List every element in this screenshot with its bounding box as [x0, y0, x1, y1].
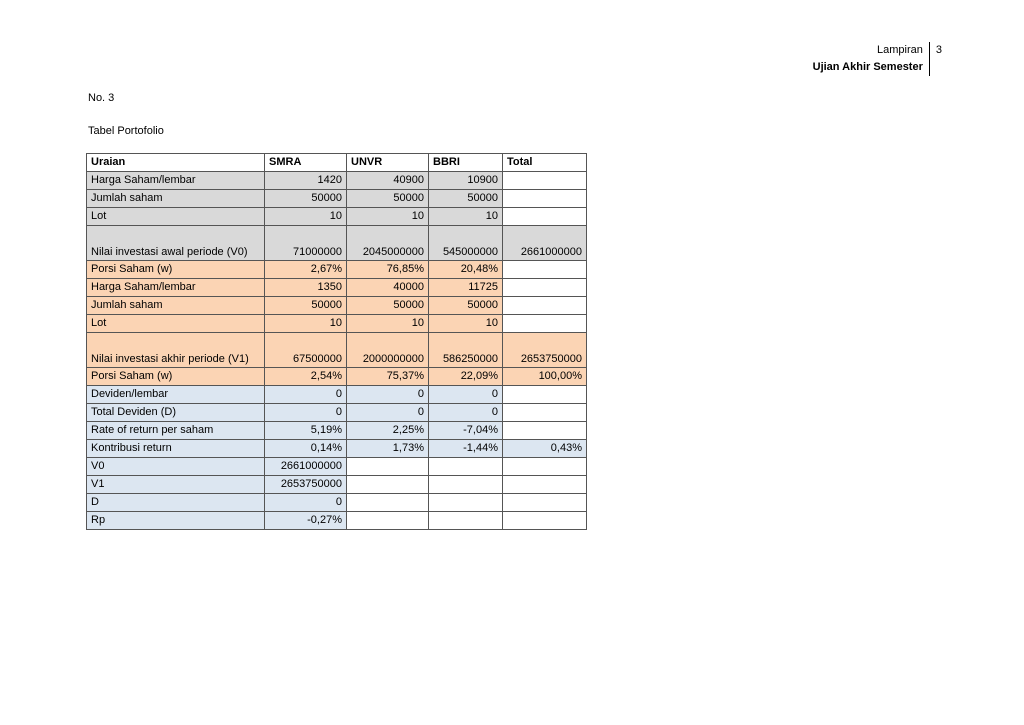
- value-cell: [503, 386, 587, 404]
- value-cell: [429, 512, 503, 530]
- value-cell: 10: [429, 315, 503, 333]
- table-row: [87, 172, 587, 190]
- value-cell: 10: [347, 208, 429, 226]
- value-cell: 2,67%: [265, 261, 347, 279]
- value-cell: 10: [265, 208, 347, 226]
- value-cell: 22,09%: [429, 368, 503, 386]
- value-cell: 545000000: [429, 226, 503, 261]
- row-label-cell: Kontribusi return: [87, 440, 265, 458]
- value-cell: [503, 476, 587, 494]
- table-row: [87, 404, 587, 422]
- value-cell: [429, 494, 503, 512]
- table-row: [87, 315, 587, 333]
- value-cell: [347, 458, 429, 476]
- value-cell: 0: [347, 386, 429, 404]
- value-cell: 10: [429, 208, 503, 226]
- table-row: [87, 226, 587, 261]
- value-cell: -7,04%: [429, 422, 503, 440]
- table-row: [87, 279, 587, 297]
- value-cell: [503, 422, 587, 440]
- table-header-row: [87, 154, 587, 172]
- value-cell: 0: [347, 404, 429, 422]
- header-cell: BBRI: [429, 154, 503, 172]
- row-label-cell: Harga Saham/lembar: [87, 172, 265, 190]
- header-cell: SMRA: [265, 154, 347, 172]
- value-cell: 10900: [429, 172, 503, 190]
- value-cell: 0,14%: [265, 440, 347, 458]
- value-cell: 0: [265, 386, 347, 404]
- table-row: [87, 458, 587, 476]
- value-cell: 2653750000: [265, 476, 347, 494]
- value-cell: 2653750000: [503, 333, 587, 368]
- value-cell: 100,00%: [503, 368, 587, 386]
- value-cell: 50000: [347, 297, 429, 315]
- value-cell: 0,43%: [503, 440, 587, 458]
- value-cell: 71000000: [265, 226, 347, 261]
- table-row: [87, 386, 587, 404]
- value-cell: 40900: [347, 172, 429, 190]
- header-title: Lampiran: [877, 44, 923, 56]
- row-label-cell: Total Deviden (D): [87, 404, 265, 422]
- value-cell: [503, 172, 587, 190]
- value-cell: 2,25%: [347, 422, 429, 440]
- value-cell: [503, 512, 587, 530]
- value-cell: 0: [429, 404, 503, 422]
- value-cell: 1,73%: [347, 440, 429, 458]
- section-number: No. 3: [88, 92, 115, 104]
- value-cell: 586250000: [429, 333, 503, 368]
- value-cell: -1,44%: [429, 440, 503, 458]
- value-cell: 0: [265, 494, 347, 512]
- value-cell: [503, 404, 587, 422]
- value-cell: 76,85%: [347, 261, 429, 279]
- table-row: [87, 333, 587, 368]
- value-cell: [429, 458, 503, 476]
- table-row: [87, 297, 587, 315]
- value-cell: 50000: [429, 297, 503, 315]
- value-cell: 50000: [347, 190, 429, 208]
- value-cell: 2045000000: [347, 226, 429, 261]
- value-cell: [347, 494, 429, 512]
- value-cell: 0: [265, 404, 347, 422]
- table-row: [87, 494, 587, 512]
- value-cell: 2661000000: [503, 226, 587, 261]
- value-cell: -0,27%: [265, 512, 347, 530]
- row-label-cell: Jumlah saham: [87, 297, 265, 315]
- value-cell: [503, 458, 587, 476]
- header-text: [813, 42, 930, 76]
- value-cell: 75,37%: [347, 368, 429, 386]
- header-cell: Uraian: [87, 154, 265, 172]
- table-row: [87, 261, 587, 279]
- value-cell: [347, 512, 429, 530]
- value-cell: [503, 208, 587, 226]
- value-cell: [503, 261, 587, 279]
- value-cell: 67500000: [265, 333, 347, 368]
- row-label-cell: Rate of return per saham: [87, 422, 265, 440]
- row-label-cell: Rp: [87, 512, 265, 530]
- table-row: [87, 422, 587, 440]
- value-cell: 1350: [265, 279, 347, 297]
- page-number: 3: [935, 44, 942, 56]
- value-cell: 10: [347, 315, 429, 333]
- row-label-cell: Nilai investasi akhir periode (V1): [87, 333, 265, 368]
- row-label-cell: D: [87, 494, 265, 512]
- portfolio-table: [86, 153, 587, 530]
- value-cell: 1420: [265, 172, 347, 190]
- value-cell: [503, 315, 587, 333]
- row-label-cell: Porsi Saham (w): [87, 261, 265, 279]
- value-cell: 40000: [347, 279, 429, 297]
- value-cell: 50000: [265, 297, 347, 315]
- value-cell: 50000: [429, 190, 503, 208]
- row-label-cell: Lot: [87, 315, 265, 333]
- header-cell: UNVR: [347, 154, 429, 172]
- table-row: [87, 190, 587, 208]
- table-row: [87, 476, 587, 494]
- table-row: [87, 208, 587, 226]
- value-cell: 50000: [265, 190, 347, 208]
- value-cell: [503, 494, 587, 512]
- row-label-cell: Jumlah saham: [87, 190, 265, 208]
- row-label-cell: V1: [87, 476, 265, 494]
- row-label-cell: Lot: [87, 208, 265, 226]
- table-row: [87, 512, 587, 530]
- value-cell: 2,54%: [265, 368, 347, 386]
- value-cell: [503, 190, 587, 208]
- value-cell: [429, 476, 503, 494]
- value-cell: 5,19%: [265, 422, 347, 440]
- value-cell: 2661000000: [265, 458, 347, 476]
- row-label-cell: Nilai investasi awal periode (V0): [87, 226, 265, 261]
- header-cell: Total: [503, 154, 587, 172]
- table-row: [87, 440, 587, 458]
- value-cell: [503, 279, 587, 297]
- value-cell: 10: [265, 315, 347, 333]
- value-cell: 0: [429, 386, 503, 404]
- row-label-cell: Porsi Saham (w): [87, 368, 265, 386]
- row-label-cell: V0: [87, 458, 265, 476]
- table-title: Tabel Portofolio: [88, 125, 164, 137]
- table-row: [87, 368, 587, 386]
- value-cell: [347, 476, 429, 494]
- page-header: [813, 42, 942, 76]
- header-subtitle: Ujian Akhir Semester: [812, 61, 923, 73]
- value-cell: 20,48%: [429, 261, 503, 279]
- value-cell: 11725: [429, 279, 503, 297]
- row-label-cell: Deviden/lembar: [87, 386, 265, 404]
- value-cell: 2000000000: [347, 333, 429, 368]
- row-label-cell: Harga Saham/lembar: [87, 279, 265, 297]
- value-cell: [503, 297, 587, 315]
